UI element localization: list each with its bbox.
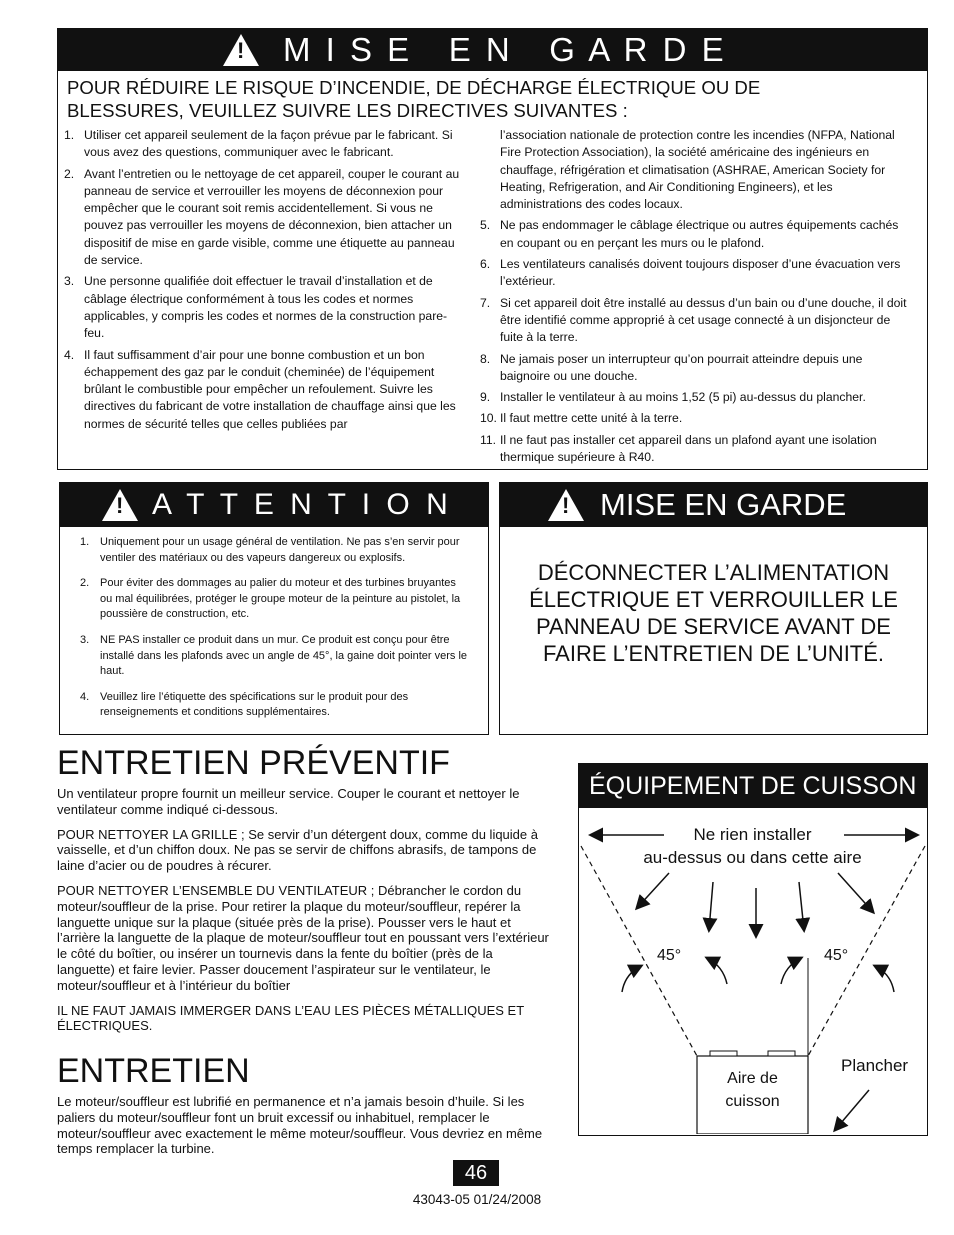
item4-continuation: l’association nationale de protection contre les incendies (NFPA, National Fire Protection Association), la société américaine des ingénieurs en chauffage, réfrigération et climatisation (ASHRAE, American Society for Heating, Refrigeration, and Air Conditioning Engineers), et les administrations des codes locaux. <box>500 128 895 212</box>
page-number <box>453 1160 499 1186</box>
preventive-paragraph: IL NE FAUT JAMAIS IMMERGER DANS L’EAU LES PIÈCES MÉTALLIQUES ET ÉLECTRIQUES. <box>57 1002 524 1034</box>
floor-label: Plancher <box>841 1056 909 1075</box>
cooking-area-label-1: Aire de <box>727 1070 778 1087</box>
floor-arrow <box>835 1090 869 1130</box>
no-install-label-1: Ne rien installer <box>693 825 812 844</box>
preventive-paragraph: POUR NETTOYER LA GRILLE ; Se servir d’un détergent doux, comme du liquide à vaisselle, et d’un chiffon doux. Ne pas se servir de chiffons abrasifs, de tampons de laine d’acier ou de poudres à récurer. <box>57 826 538 874</box>
item-number: 11. <box>480 432 497 447</box>
item-number: 9. <box>480 390 491 405</box>
item-number: 6. <box>480 257 491 272</box>
caution-title: MISE EN GARDE <box>600 487 847 522</box>
top-warning-header <box>58 29 927 71</box>
item-number: 1. <box>64 128 75 142</box>
item-text: Pour éviter des dommages au palier du moteur et des turbines bruyantes ou mal équilibrées, protéger le groupe moteur de la peinture au pistolet, la poussière de construction, etc. <box>100 577 461 621</box>
cooking-title: ÉQUIPEMENT DE CUISSON <box>589 771 917 800</box>
maintenance-title: ENTRETIEN <box>57 1052 250 1090</box>
angle-arrow-right-1 <box>781 958 801 984</box>
item-text: Veuillez lire l’étiquette des spécifications sur le produit pour des renseignements et conditions supplémentaires. <box>100 690 409 719</box>
burner-right <box>768 1051 795 1056</box>
preventive-paragraph: POUR NETTOYER L’ENSEMBLE DU VENTILATEUR ; Débrancher le cordon du moteur/souffleur de la prise. Pour retirer la plaque du moteur/souffleur, repérer la languette unique sur la plaque (située près de la prise). Pousser vers le haut et l’arrière la languette de la plaque de moteur/souffleur tout en poussant vers l’extérieur le côté du boîtier, ou insérer un tournevis dans la fente du boîtier (près de la languette) et faire levier. Passer doucement l’aspirateur sur le ventilateur, le moteur/souffleur et à l’intérieur du boîtier <box>57 882 549 993</box>
item-number: 10. <box>480 411 497 426</box>
cooking-box <box>578 763 928 1136</box>
angle-label-left: 45° <box>657 947 682 964</box>
item-text: Ne pas endommager le câblage électrique ou autres équipements cachés en coupant ou en perçant les murs ou le plafond. <box>500 218 899 250</box>
item-text: Avant l’entretien ou le nettoyage de cet appareil, couper le courant au panneau de service et verrouiller les moyens de déconnexion pour empêcher que le courant soit remis accidentellement. Si vous ne pouvez pas verrouiller les moyens de déconnexion, bien attacher un dispositif de mise en garde visible, comme une étiquette au panneau de service. <box>84 166 460 268</box>
warning-icon: ! <box>223 34 259 66</box>
warning-icon: ! <box>102 489 138 521</box>
list-item <box>480 217 915 252</box>
arrow-down-1 <box>637 873 669 908</box>
item-text: Ne jamais poser un interrupteur qu’on pourrait atteindre depuis une baignoire ou une douche. <box>500 351 863 383</box>
list-item <box>480 295 915 347</box>
arrow-down-4 <box>799 882 804 930</box>
item-text: Les ventilateurs canalisés doivent toujours disposer d’une évacuation vers l’extérieur. <box>500 257 901 289</box>
angle-arrow-right-2 <box>875 966 894 992</box>
arrow-down-2 <box>709 882 713 930</box>
maintenance-section <box>57 1051 549 1166</box>
item-number: 3. <box>64 274 75 289</box>
preventive-section <box>57 743 549 1043</box>
caution-header <box>500 483 927 527</box>
page-number-text: 46 <box>464 1162 488 1184</box>
item-text: Uniquement pour un usage général de ventilation. Ne pas s’en servir pour ventiler des matériaux ou des vapeurs dangereux ou explosifs. <box>100 536 460 564</box>
warning-icon: ! <box>548 489 584 521</box>
item-number: 8. <box>480 351 491 366</box>
top-warning-title: M I S E E N G A R D E <box>283 31 727 68</box>
list-item <box>80 690 470 721</box>
item-text: Il faut mettre cette unité à la terre. <box>500 411 683 426</box>
list-item <box>80 633 470 680</box>
item-text: Installer le ventilateur à au moins 1,52 (5 pi) au-dessus du plancher. <box>500 390 866 405</box>
item-text: NE PAS installer ce produit dans un mur. Ce produit est conçu pour être installé dans les plafonds avec un angle de 45°, la gaine doit pointer vers le haut. <box>100 633 468 678</box>
maintenance-text: Le moteur/souffleur est lubrifié en permanence et n’a jamais besoin d’huile. Si les paliers du moteur/souffleur font un bruit excessif ou inhabituel, remplacer le moteur/souffleur avec exactement le même moteur/souffleur. Vous devriez en même temps remplacer la turbine. <box>57 1094 543 1157</box>
list-item <box>80 535 470 566</box>
item-text: Il faut suffisamment d’air pour une bonne combustion et un bon échappement des gaz par le conduit (cheminée) de l’équipement brûlant le combustible pour empêcher un refoulement. Suivre les directives du fabricant de votre installation de chauffage ainsi que les normes de sécurité telles que celles publiées par <box>84 347 456 431</box>
top-warning-heading: POUR RÉDUIRE LE RISQUE D’INCENDIE, DE DÉCHARGE ÉLECTRIQUE OU DE BLESSURES, VEUILLEZ SUIVRE LES DIRECTIVES SUIVANTES : <box>67 77 761 121</box>
top-warning-box <box>57 28 928 470</box>
list-item <box>80 576 470 623</box>
attention-header <box>60 483 488 527</box>
cooking-header <box>579 764 927 808</box>
list-item <box>64 127 464 162</box>
preventive-title: ENTRETIEN PRÉVENTIF <box>57 744 450 782</box>
item-text: Si cet appareil doit être installé au dessus d’un bain ou d’une douche, il doit être identifié comme approprié à cet usage connecté à un disjoncteur de fuite à la terre. <box>500 295 907 345</box>
item-number: 5. <box>480 218 491 233</box>
caution-box <box>499 482 928 735</box>
item-text: Il ne faut pas installer cet appareil dans un plafond ayant une isolation thermique supérieure à R40. <box>500 432 877 465</box>
angle-label-right: 45° <box>824 947 849 964</box>
preventive-paragraph: Un ventilateur propre fournit un meilleur service. Couper le courant et nettoyer le ventilateur comme indiqué ci-dessous. <box>57 786 520 817</box>
item-number: 7. <box>480 295 491 310</box>
list-item <box>480 351 915 386</box>
item-number: 4. <box>64 347 75 362</box>
doc-code: 43043-05 01/24/2008 <box>412 1192 542 1207</box>
list-item <box>64 273 464 342</box>
item-number: 3. <box>80 633 90 646</box>
item-number: 2. <box>64 166 75 181</box>
cooking-area-label-2: cuisson <box>725 1093 780 1110</box>
angle-arrow-left-1 <box>622 966 641 992</box>
attention-title: A T T E N T I O N <box>152 488 452 521</box>
list-item <box>480 256 915 291</box>
item-text: Utiliser cet appareil seulement de la façon prévue par le fabricant. Si vous avez des questions, communiquer avec le fabricant. <box>84 128 453 160</box>
item-text: Une personne qualifiée doit effectuer le travail d’installation et de câblage électrique conformément à tous les codes et normes applicables, y compris les codes et normes de la construction pare-feu. <box>84 274 448 341</box>
top-warning-right-col <box>480 127 915 470</box>
list-item <box>64 347 464 433</box>
list-item <box>480 432 915 467</box>
item-number: 1. <box>80 536 90 548</box>
item-number: 4. <box>80 690 90 703</box>
item-number: 2. <box>80 577 90 590</box>
angle-arrow-left-2 <box>707 958 727 984</box>
list-item <box>480 410 915 427</box>
caution-text: DÉCONNECTER L’ALIMENTATION ÉLECTRIQUE ET VERROUILLER LE PANNEAU DE SERVICE AVANT DE FAIRE L’ENTRETIEN DE L’UNITÉ. <box>529 560 898 666</box>
burner-left <box>710 1051 737 1056</box>
top-warning-left-col <box>64 127 464 437</box>
attention-box <box>59 482 489 735</box>
arrow-down-5 <box>838 873 873 912</box>
list-item <box>480 389 915 406</box>
list-item <box>64 166 464 270</box>
no-install-label-2: au-dessus ou dans cette aire <box>643 848 862 867</box>
